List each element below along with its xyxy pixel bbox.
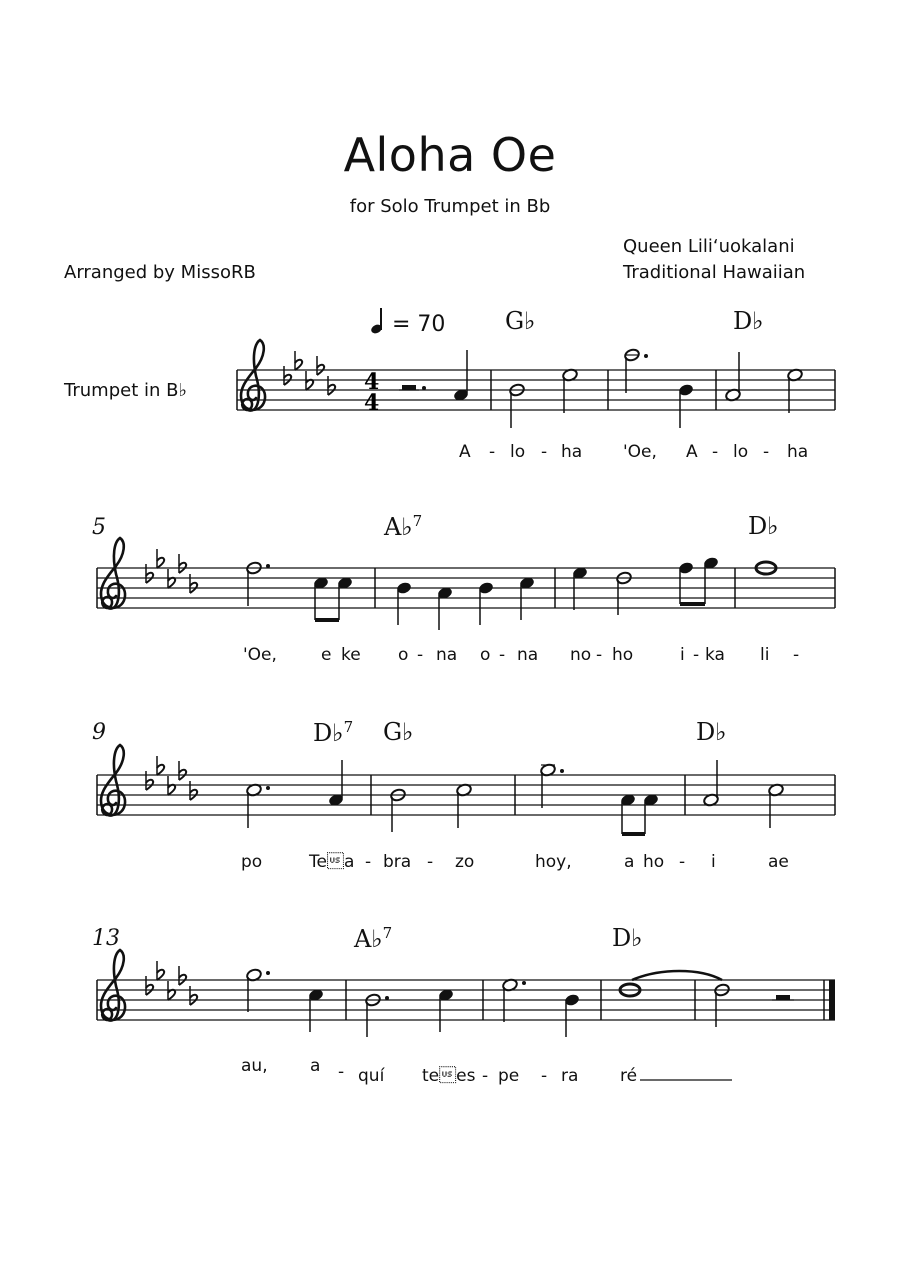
measure-number: 5 — [92, 515, 106, 540]
lyric-syllable: hoy, — [535, 852, 572, 872]
instrument-name: Trumpet in B♭ — [64, 380, 187, 401]
staff-system-4 — [97, 950, 835, 1037]
lyric-syllable: ha — [561, 442, 583, 462]
measure-number: 13 — [92, 926, 120, 951]
key-signature — [146, 549, 197, 593]
lyric-syllable: lo — [510, 442, 526, 462]
lyric-syllable: a — [310, 1056, 321, 1076]
lyric-syllable: ke — [341, 645, 361, 665]
chord-symbol: G♭ — [383, 718, 414, 746]
lyric-hyphen: - — [763, 442, 770, 462]
time-signature: 4 — [364, 369, 380, 395]
composer-origin: Traditional Hawaiian — [623, 262, 806, 283]
lyric-syllable: ho — [612, 645, 634, 665]
chord-symbol: D♭ — [612, 924, 643, 952]
lyric-syllable: ra — [561, 1066, 579, 1086]
chord-symbol: D♭ — [696, 718, 727, 746]
lyric-hyphen: - — [427, 852, 434, 872]
lyric-syllable: i — [711, 852, 716, 872]
lyric-syllable: pe — [498, 1066, 520, 1086]
lyric-syllable: li — [760, 645, 770, 665]
chord-symbol: D♭$^7$ — [313, 718, 354, 747]
lyric-syllable: o — [480, 645, 491, 665]
lyric-hyphen: - — [499, 645, 506, 665]
score-subtitle: for Solo Trumpet in Bb — [349, 196, 551, 217]
lyric-syllable: no — [570, 645, 592, 665]
svg-text:4: 4 — [364, 390, 380, 416]
tempo-value: = 70 — [392, 312, 446, 337]
lyric-syllable: lo — [733, 442, 749, 462]
chord-symbol: D♭ — [748, 512, 779, 540]
tie — [632, 971, 722, 980]
lyric-syllable: Te a — [309, 852, 355, 872]
staff-system-2 — [97, 538, 835, 630]
lyric-syllable: bra — [383, 852, 412, 872]
composer-name: Queen Lili‘uokalani — [623, 236, 795, 257]
arranger-credit: Arranged by MissoRB — [64, 262, 256, 283]
lyric-syllable: A — [686, 442, 698, 462]
key-signature — [146, 756, 197, 800]
lyric-syllable: po — [241, 852, 263, 872]
lyric-hyphen: - — [541, 1066, 548, 1086]
measure-number: 9 — [92, 720, 106, 745]
staff-system-3 — [97, 745, 835, 834]
final-barline — [829, 980, 835, 1020]
lyric-syllable: ré — [620, 1066, 638, 1086]
lyric-hyphen: - — [365, 852, 372, 872]
lyric-hyphen: - — [417, 645, 424, 665]
lyric-syllable: 'Oe, — [623, 442, 657, 462]
lyric-syllable: ho — [643, 852, 665, 872]
key-signature — [146, 961, 197, 1005]
lyric-syllable: na — [517, 645, 539, 665]
chord-symbol: D♭ — [733, 307, 764, 335]
lyric-syllable: 'Oe, — [243, 645, 277, 665]
lyric-syllable: zo — [455, 852, 475, 872]
lyric-syllable: na — [436, 645, 458, 665]
key-signature — [284, 351, 335, 395]
chord-symbol: A♭$^7$ — [354, 924, 393, 953]
chord-symbol: A♭$^7$ — [384, 512, 423, 541]
lyric-syllable: te es — [422, 1066, 476, 1086]
half-rest — [402, 385, 416, 390]
lyric-syllable: quí — [358, 1066, 385, 1086]
lyric-syllable: i — [680, 645, 685, 665]
lyric-syllable: ka — [705, 645, 725, 665]
lyric-syllable: ha — [787, 442, 809, 462]
lyric-syllable: e — [321, 645, 332, 665]
lyric-hyphen: - — [679, 852, 686, 872]
half-rest — [776, 995, 790, 1000]
lyric-syllable: ae — [768, 852, 789, 872]
lyric-hyphen: - — [541, 442, 548, 462]
chord-symbol: G♭ — [505, 307, 536, 335]
lyric-hyphen: - — [482, 1066, 489, 1086]
lyric-hyphen: - — [489, 442, 496, 462]
lyric-hyphen: - — [693, 645, 700, 665]
lyric-hyphen: - — [338, 1062, 345, 1082]
lyric-syllable: o — [398, 645, 409, 665]
lyric-syllable: au, — [241, 1056, 268, 1076]
lyric-hyphen: - — [793, 645, 800, 665]
lyric-hyphen: - — [712, 442, 719, 462]
lyric-hyphen: - — [596, 645, 603, 665]
staff-system-1 — [237, 340, 835, 428]
score-title: Aloha Oe — [343, 128, 557, 182]
lyric-syllable: a — [624, 852, 635, 872]
lyric-syllable: A — [459, 442, 471, 462]
